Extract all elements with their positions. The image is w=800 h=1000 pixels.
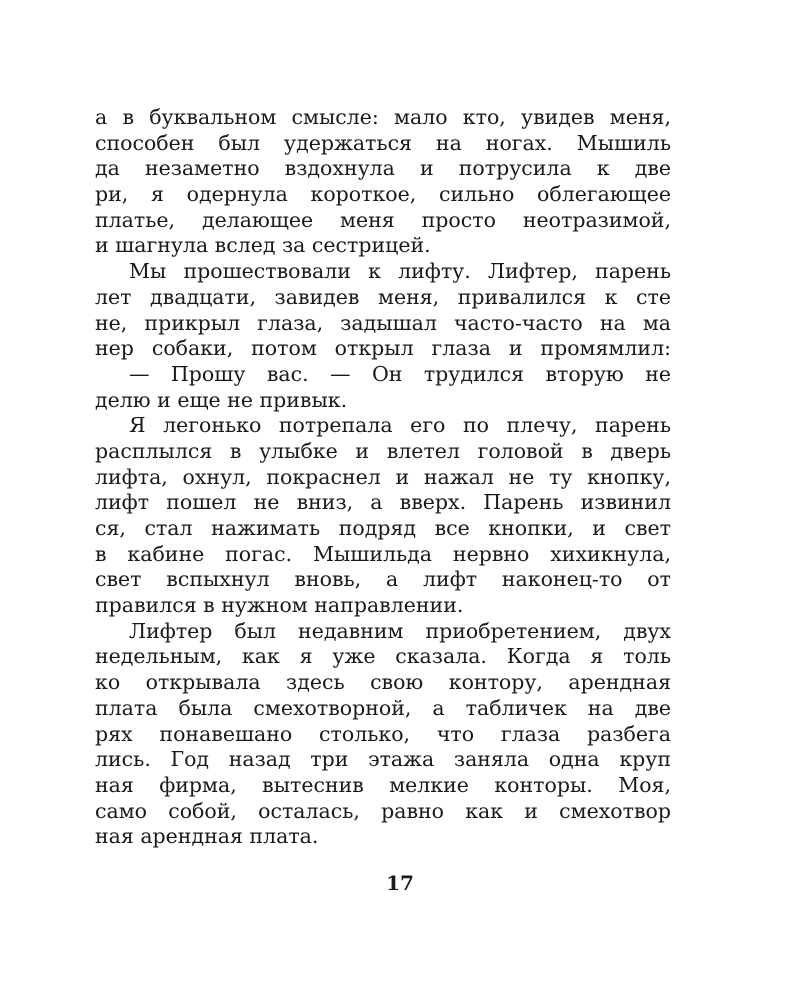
text-line: само собой, осталась, равно как и смехотвор [95, 798, 671, 823]
text-line: Я легонько потрепала его по плечу, парень [129, 413, 671, 438]
text-line: свет вспыхнул вновь, а лифт наконец-то от [95, 567, 671, 592]
text-line: лись. Год назад три этажа заняла одна круп [95, 747, 671, 772]
text-line: лифта, охнул, покраснел и нажал не ту кнопку, [95, 464, 671, 489]
text-line: да незаметно вздохнула и потрусила к две [95, 156, 671, 181]
text-line: ная арендная плата. [95, 824, 319, 849]
text-line: ная фирма, вытеснив мелкие конторы. Моя, [95, 772, 671, 797]
text-line: нер собаки, потом открыл глаза и промямлил: [95, 336, 671, 361]
text-line: недельным, как я уже сказала. Когда я толь [95, 644, 671, 669]
text-line: лет двадцати, завидев меня, привалился к сте [95, 284, 671, 309]
text-line: а в буквальном смысле: мало кто, увидев меня, [95, 105, 671, 129]
text-line: рях понавешано столько, что глаза разбега [95, 721, 671, 746]
page-number: 17 [386, 871, 414, 895]
text-line: в кабине погас. Мышильда нервно хихикнула, [95, 541, 671, 566]
text-line: — Прошу вас. — Он трудился вторую не [129, 361, 671, 386]
text-line: ри, я одернула короткое, сильно облегающее [95, 182, 671, 207]
text-line: не, прикрыл глаза, задышал часто-часто на ма [95, 310, 671, 335]
text-line: Мы прошествовали к лифту. Лифтер, парень [129, 259, 671, 284]
text-line: Лифтер был недавним приобретением, двух [129, 618, 671, 643]
text-line: способен был удержаться на ногах. Мышиль [95, 130, 671, 155]
text-line: плата была смехотворной, а табличек на две [95, 695, 671, 720]
body-text [95, 105, 671, 850]
text-line: расплылся в улыбке и влетел головой в дверь [95, 438, 671, 463]
text-line: и шагнула вслед за сестрицей. [95, 233, 431, 258]
text-line: ся, стал нажимать подряд все кнопки, и свет [95, 516, 671, 540]
text-line: платье, делающее меня просто неотразимой, [95, 207, 671, 232]
text-line: правился в нужном направлении. [95, 593, 464, 618]
text-line: делю и еще не привык. [95, 387, 348, 412]
text-line: ко открывала здесь свою контору, арендная [95, 670, 671, 695]
text-line: лифт пошел не вниз, а вверх. Парень извинил [95, 490, 671, 515]
